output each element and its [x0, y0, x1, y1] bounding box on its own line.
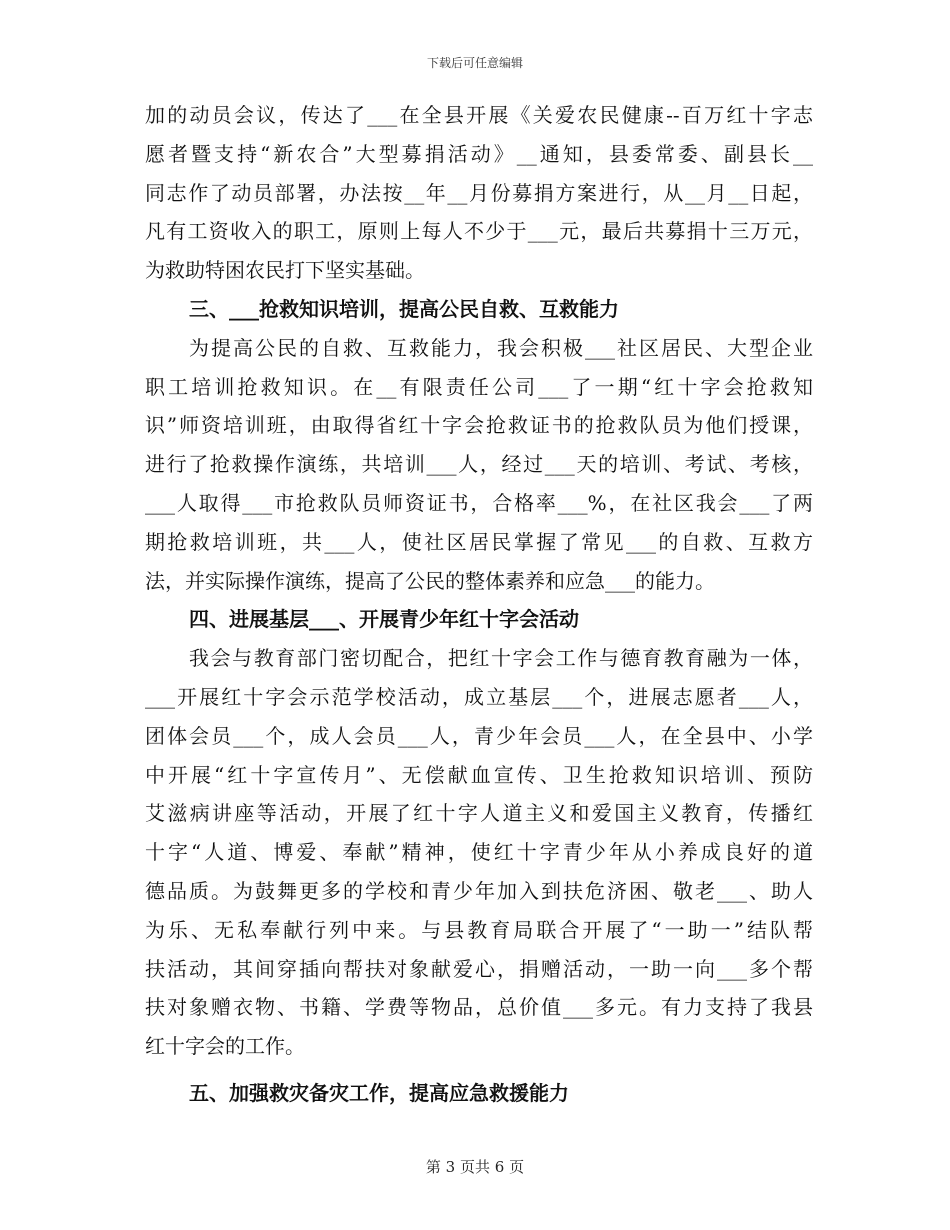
text-line: 团体会员___个，成人会员___人，青少年会员___人，在全县中、小学	[145, 723, 813, 748]
text-line: 十字“人道、博爱、奉献”精神，使红十字青少年从小养成良好的道	[145, 840, 813, 865]
text-line: ___人取得___市抢救队员师资证书，合格率___%，在社区我会___了两	[145, 490, 813, 515]
paragraph	[145, 329, 813, 601]
section-heading: 三、___抢救知识培训，提高公民自救、互救能力	[189, 296, 619, 321]
text-line: 为乐、无私奉献行列中来。与县教育局联合开展了“一助一”结队帮	[145, 917, 813, 942]
page-footer: 第 3 页共 6 页	[425, 1158, 525, 1176]
page-header: 下载后可任意编辑	[426, 56, 523, 70]
text-line: 同志作了动员部署，办法按__年__月份募捐方案进行，从__月__日起，	[145, 180, 813, 205]
text-line: 红十字会的工作。	[145, 1034, 305, 1059]
text-line: 扶活动，其间穿插向帮扶对象献爱心，捐赠活动，一助一向___多个帮	[145, 956, 813, 981]
text-line: 扶对象赠衣物、书籍、学费等物品，总价值___多元。有力支持了我县	[145, 995, 813, 1020]
text-line: 期抢救培训班，共___人，使社区居民掌握了常见___的自救、互救方	[145, 529, 813, 554]
text-line: 德品质。为鼓舞更多的学校和青少年加入到扶危济困、敬老___、助人	[145, 878, 813, 903]
text-line: 我会与教育部门密切配合，把红十字会工作与德育教育融为一体，	[189, 646, 813, 671]
document-body	[145, 96, 813, 1113]
text-line: 凡有工资收入的职工，原则上每人不少于___元，最后共募捐十三万元，	[145, 219, 813, 244]
paragraph	[145, 639, 813, 1066]
text-line: 职工培训抢救知识。在__有限责任公司___了一期“红十字会抢救知	[145, 374, 813, 399]
text-line: 进行了抢救操作演练，共培训___人，经过___天的培训、考试、考核，	[145, 452, 813, 477]
paragraph	[145, 96, 813, 290]
text-line: 加的动员会议，传达了___在全县开展《关爱农民健康--百万红十字志	[145, 103, 813, 127]
text-line: 艾滋病讲座等活动，开展了红十字人道主义和爱国主义教育，传播红	[145, 801, 813, 826]
text-line: 中开展“红十字宣传月”、无偿献血宣传、卫生抢救知识培训、预防	[145, 762, 813, 787]
text-line: 愿者暨支持“新农合”大型募捐活动》__通知，县委常委、副县长__	[145, 141, 813, 166]
section-heading: 四、进展基层___、开展青少年红十字会活动	[189, 607, 579, 632]
text-line: 识”师资培训班，由取得省红十字会抢救证书的抢救队员为他们授课，	[145, 413, 813, 438]
text-line: ___开展红十字会示范学校活动，成立基层___个，进展志愿者___人，	[145, 684, 813, 709]
section-heading: 五、加强救灾备灾工作，提高应急救援能力	[189, 1080, 569, 1105]
text-line: 为提高公民的自救、互救能力，我会积极___社区居民、大型企业	[189, 335, 813, 360]
text-line: 法，并实际操作演练，提高了公民的整体素养和应急___的能力。	[145, 568, 715, 593]
text-line: 为救助特困农民打下坚实基础。	[145, 258, 425, 283]
